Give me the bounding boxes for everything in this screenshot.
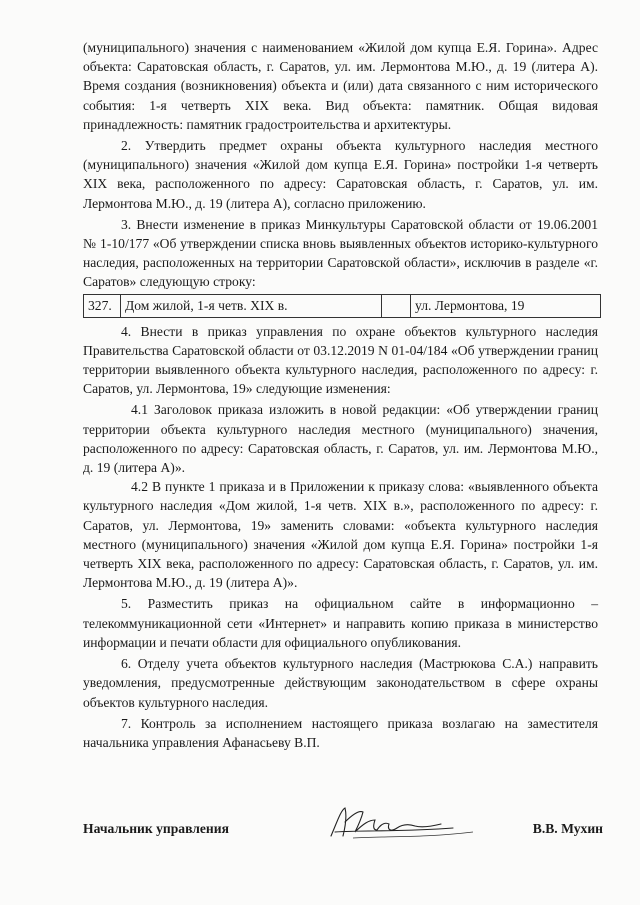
row-object-name: Дом жилой, 1-я четв. XIX в. — [121, 294, 382, 317]
excluded-row-table — [83, 294, 601, 318]
signatory-name: В.В. Мухин — [532, 821, 603, 836]
paragraph-4: 4. Внести в приказ управления по охране объектов культурного наследия Правительства Саратовской области от 03.12.2019 N 01-04/184 «Об утверждении границ территории выявленного объекта культурного наследия, расположенного по адресу: г. Саратов, ул. Лермонтова, 19» следующие изменения: — [83, 323, 598, 397]
row-address: ул. Лермонтова, 19 — [411, 294, 601, 317]
paragraph-4-1: 4.1 Заголовок приказа изложить в новой редакции: «Об утверждении границ территории объекта культурного наследия местного (муниципального) значения, расположенного по адресу: Саратовская область, г. Саратов, ул. им. Лермонтова М.Ю., д. 19 (литера А)». — [83, 402, 598, 476]
paragraph-2: 2. Утвердить предмет охраны объекта культурного наследия местного (муниципального) значения «Жилой дом купца Е.Я. Горина» постройки 1-я четверть XIX века, расположенного по адресу: Саратовская область, г. Саратов, ул. им. Лермонтова М.Ю., д. 19 (литера А), согласно приложению. — [83, 138, 598, 211]
signatory-position: Начальник управления — [83, 821, 229, 836]
paragraph-6: 6. Отделу учета объектов культурного наследия (Мастрюкова С.А.) направить уведомления, предусмотренные действующим законодательством в сфере охраны объектов культурного наследия. — [83, 656, 598, 710]
row-empty-cell — [382, 294, 411, 317]
paragraph-7: 7. Контроль за исполнением настоящего приказа возлагаю на заместителя начальника управления Афанасьеву В.П. — [83, 715, 598, 750]
paragraph-5: 5. Разместить приказ на официальном сайте в информационно – телекоммуникационной сети «Интернет» и направить копию приказа в министерство информации и печати области для официального опубликования. — [83, 596, 598, 650]
table-row — [84, 294, 601, 317]
paragraph-3: 3. Внести изменение в приказ Минкультуры Саратовской области от 19.06.2001 № 1-10/177 «Об утверждении списка вновь выявленных объектов историко-культурного наследия, расположенных на территории Саратовской области», исключив в разделе «г. Саратов» следующую строку: — [83, 216, 598, 290]
signature-block — [83, 818, 603, 848]
document-page — [83, 38, 598, 752]
paragraph-4-2: 4.2 В пункте 1 приказа и в Приложении к приказу слова: «выявленного объекта культурного наследия «Дом жилой, 1-я четв. XIX в.», расположенного по адресу: г. Саратов, ул. Лермонтова, 19» заменить словами: «объекта культурного наследия местного (муниципального) значения «Жилой дом купца Е.Я. Горина» постройки 1-я четверть XIX века, расположенного по адресу: Саратовская область, г. Саратов, ул. им. Лермонтова М.Ю., д. 19 (литера А)». — [83, 479, 598, 591]
handwritten-signature — [323, 802, 493, 846]
paragraph-intro: (муниципального) значения с наименованием «Жилой дом купца Е.Я. Горина». Адрес объекта: Саратовская область, г. Саратов, ул. им. Лермонтова М.Ю., д. 19 (литера А). Время создания (возникновения) объекта и (или) дата связанного с ним исторического события: 1-я четверть XIX века. Вид объекта: памятник. Общая видовая принадлежность: памятник градостроительства и архитектуры. — [83, 40, 598, 132]
row-number: 327. — [84, 294, 121, 317]
